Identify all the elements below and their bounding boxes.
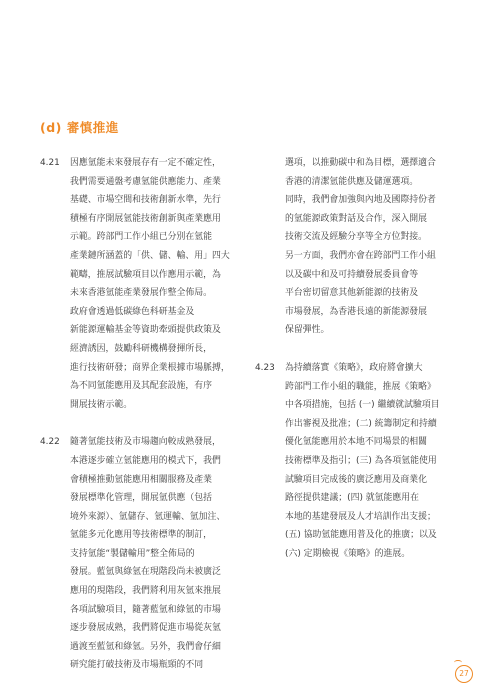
text-line: 積極有序開展氫能技術創新與產業應用 (70, 213, 221, 224)
text-line: 本地的基建發展及人才培訓作出支援； (285, 511, 436, 522)
text-line: 隨著氫能技術及市場趨向較成熟發展， (70, 437, 221, 448)
right-column (255, 154, 455, 563)
section-heading: (d) 審慎推進 (40, 120, 119, 135)
text-line: 支持氫能“製儲輸用”整全佈局的 (70, 548, 195, 559)
text-line: (五) 協助氫能應用普及化的推廣；以及 (285, 530, 437, 541)
text-line: 氫能多元化應用等技術標準的制訂， (70, 530, 212, 541)
text-line: 進行技術研發；商界企業根據市場脈搏， (70, 362, 230, 373)
text-line: 開展技術示範。 (70, 399, 133, 410)
paragraph-body (285, 359, 455, 564)
text-line: 發展。藍氫與綠氫在現階段尚未被廣泛 (70, 567, 221, 578)
paragraph-4-23 (255, 359, 455, 564)
paragraph-body (285, 154, 455, 340)
paragraph-number: 4.23 (255, 362, 275, 373)
text-line: (六) 定期檢視《策略》的進展。 (285, 548, 411, 559)
text-line: 選項，以推動碳中和為目標，選擇適合 (285, 158, 436, 168)
text-line: 範疇，推展試驗項目以作應用示範，為 (70, 269, 221, 280)
text-line: 產業鏈所涵蓋的「供、儲、輸、用」四大 (70, 250, 230, 261)
text-line: 以及碳中和及可持續發展委員會等 (285, 269, 419, 280)
text-line: 跨部門工作小組的職能，推展《策略》 (285, 381, 436, 392)
text-line: 同時，我們會加強與內地及國際持份者 (285, 195, 436, 206)
text-line: 因應氫能未來發展存有一定不確定性， (70, 158, 221, 168)
text-line: 香港的清潔氫能供應及儲運選項。 (285, 176, 419, 187)
text-line: 另一方面，我們亦會在跨部門工作小組 (285, 250, 436, 261)
text-line: 逐步發展成熟，我們將促進市場從灰氫 (70, 623, 221, 634)
left-column (40, 154, 240, 675)
text-line: 基礎、市場空間和技術創新水準，先行 (70, 195, 221, 206)
paragraph-body (70, 433, 240, 675)
text-line: 試驗項目完成後的廣泛應用及商業化 (285, 474, 427, 485)
text-line: 平台密切留意其他新能源的技術及 (285, 288, 419, 299)
text-line: 優化氫能應用於本地不同場景的相關 (285, 437, 427, 448)
text-line: 中各項措施，包括 (一) 繼續就試驗項目 (285, 400, 440, 411)
paragraph-gap (40, 414, 240, 433)
text-line: 本港逐步確立氫能應用的模式下，我們 (70, 455, 221, 466)
text-line: 新能源運輸基金等資助牽頭提供政策及 (70, 325, 221, 336)
paragraph-number: 4.22 (40, 437, 60, 448)
paragraph-number: 4.21 (40, 158, 60, 168)
text-line: 會積極推動氫能應用相關服務及產業 (70, 474, 212, 485)
text-line: 未來香港氫能產業發展作整全佈局。 (70, 288, 212, 299)
page-number: 27 (455, 665, 473, 683)
text-line: 的氫能源政策對話及合作，深入開展 (285, 213, 427, 224)
paragraph-4-21 (40, 154, 240, 414)
text-line: 各項試驗項目，隨著藍氫和綠氫的市場 (70, 604, 221, 615)
text-line: 為不同氫能應用及其配套設施，有序 (70, 381, 212, 392)
page-number-ornament (454, 660, 462, 665)
text-line: 技術交流及經驗分享等全方位對接。 (285, 232, 427, 243)
text-line: 為持續落實《策略》，政府將會擴大 (285, 362, 423, 373)
paragraph-body (70, 154, 240, 414)
paragraph-4-22 (40, 433, 240, 675)
paragraph-4-22-continued (255, 154, 455, 340)
text-line: 研究能打破技術及市場瓶頸的不同 (70, 660, 204, 671)
text-line: 應用的現階段，我們將利用灰氫來推展 (70, 586, 221, 597)
text-line: 境外來源）、氫儲存、氫運輸、氫加注、 (70, 511, 226, 522)
text-line: 保留彈性。 (285, 325, 330, 336)
text-line: 市場發展，為香港長遠的新能源發展 (285, 306, 427, 317)
paragraph-gap (255, 340, 455, 359)
text-line: 發展標準化管理，開展氫供應（包括 (70, 493, 212, 504)
text-line: 路徑提供建議；(四) 就氫能應用在 (285, 493, 419, 504)
text-line: 作出審視及批准；(二) 統籌制定和持續 (285, 418, 437, 429)
text-line: 我們需要通盤考慮氫能供應能力、產業 (70, 176, 221, 187)
text-line: 政府會透過低碳綠色科研基金及 (70, 306, 195, 317)
text-line: 過渡至藍氫和綠氫。另外，我們會仔細 (70, 641, 221, 652)
text-line: 示範。跨部門工作小組已分別在氫能 (70, 232, 212, 243)
text-line: 經濟誘因，鼓勵科研機構發揮所長， (70, 343, 212, 354)
text-line: 技術標準及指引；(三) 為各項氫能使用 (285, 455, 437, 466)
